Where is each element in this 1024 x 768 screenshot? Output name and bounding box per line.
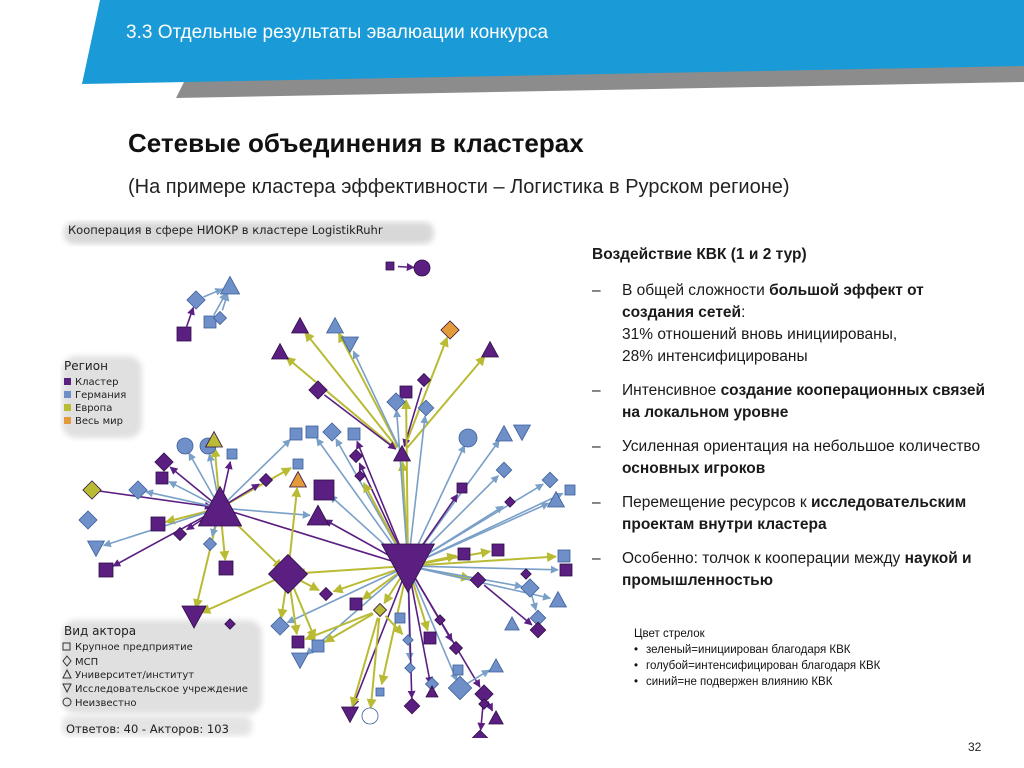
network-node xyxy=(376,688,384,696)
network-node xyxy=(470,572,486,588)
dash-bullet: – xyxy=(592,494,601,511)
dash-bullet: – xyxy=(592,282,601,299)
network-edge xyxy=(305,613,372,639)
network-edge xyxy=(352,618,378,707)
network-node xyxy=(187,291,205,309)
network-node xyxy=(272,344,289,359)
impact-item-networks xyxy=(592,280,992,368)
bullet-dot-icon: • xyxy=(634,644,639,656)
dash-bullet: – xyxy=(592,550,601,567)
legend-sme-label: МСП xyxy=(75,657,99,668)
dash-bullet: – xyxy=(592,382,601,399)
network-node xyxy=(323,423,341,441)
network-node xyxy=(220,276,239,294)
impact-bold: исследовательским проектам внутри кластера xyxy=(622,494,967,533)
bullet-dot-icon: • xyxy=(634,676,639,688)
legend-large-company-label: Крупное предприятие xyxy=(75,642,193,653)
network-node xyxy=(350,598,362,610)
network-node xyxy=(314,480,334,500)
legend-swatch-cluster xyxy=(64,378,71,385)
network-node xyxy=(450,642,463,655)
header-banner xyxy=(0,0,1024,100)
network-node xyxy=(156,472,168,484)
impact-text: Интенсивное xyxy=(622,382,721,399)
arrow-color-legend xyxy=(634,626,880,690)
network-node xyxy=(271,617,289,635)
page-title: Сетевые объединения в кластерах xyxy=(128,128,584,158)
network-edge xyxy=(411,573,457,680)
region-legend-title: Регион xyxy=(64,359,108,373)
diagram-title: Кооперация в сфере НИОКР в кластере LogistikRuhr xyxy=(68,223,383,237)
network-edge xyxy=(412,573,480,687)
impact-stat-initiated: 31% отношений вновь инициированы, xyxy=(622,326,898,343)
network-node xyxy=(362,708,378,724)
arrow-legend-item xyxy=(634,642,880,658)
impact-panel xyxy=(592,244,992,604)
network-node xyxy=(448,676,471,699)
network-node xyxy=(219,561,233,575)
network-node xyxy=(292,318,309,333)
network-node xyxy=(174,528,187,541)
network-node xyxy=(83,481,101,499)
network-edge xyxy=(398,266,414,267)
page-number: 32 xyxy=(968,740,982,754)
impact-item-local xyxy=(592,380,992,424)
network-node xyxy=(386,262,394,270)
network-node xyxy=(404,698,420,714)
impact-item-resources xyxy=(592,492,992,536)
impact-text: В общей сложности xyxy=(622,282,770,299)
impact-text: Перемещение ресурсов к xyxy=(622,494,811,511)
network-node xyxy=(403,635,413,645)
network-node xyxy=(424,632,436,644)
impact-item-players xyxy=(592,436,992,480)
legend-swatch-world xyxy=(64,417,71,424)
network-node xyxy=(482,342,499,357)
network-diagram xyxy=(60,218,590,738)
impact-bold: основных игроков xyxy=(622,460,766,477)
arrow-legend-item xyxy=(634,658,880,674)
network-node xyxy=(418,400,434,416)
network-node xyxy=(521,569,531,579)
network-node xyxy=(457,483,467,493)
impact-text: : xyxy=(741,304,746,321)
network-node xyxy=(293,459,303,469)
network-edge xyxy=(227,484,259,504)
network-edge xyxy=(296,567,400,574)
network-node xyxy=(177,438,193,454)
page-subtitle: (На примере кластера эффективности – Логистика в Рурском регионе) xyxy=(128,176,790,198)
network-edge xyxy=(353,573,405,706)
network-node xyxy=(348,428,360,440)
impact-text: Особенно: толчок к кооперации между xyxy=(622,550,905,567)
impact-bold: создание кооперационных связей на локальном уровне xyxy=(622,382,986,421)
impact-text: Усиленная ориентация на небольшое количество xyxy=(622,438,981,455)
network-node xyxy=(309,381,327,399)
network-node xyxy=(292,653,309,668)
legend-europe-label: Европа xyxy=(75,403,113,414)
network-svg xyxy=(60,218,590,738)
network-node xyxy=(441,321,459,339)
network-node xyxy=(558,550,570,562)
network-edge xyxy=(187,308,194,327)
network-node xyxy=(530,622,546,638)
network-node xyxy=(204,538,217,551)
legend-university-label: Университет/институт xyxy=(75,670,195,681)
network-node xyxy=(489,711,503,724)
arrow-legend-title: Цвет стрелок xyxy=(634,628,705,640)
network-node xyxy=(405,663,415,673)
legend-unknown-label: Неизвестно xyxy=(75,698,137,709)
network-node xyxy=(505,617,519,630)
legend-cluster-label: Кластер xyxy=(75,377,119,388)
network-node xyxy=(99,563,113,577)
network-node xyxy=(414,260,430,276)
slide-title: 3.3 Отдельные результаты эвалюации конкурса xyxy=(126,22,549,43)
network-node xyxy=(290,472,307,487)
impact-item-science xyxy=(592,548,992,592)
actor-legend-title: Вид актора xyxy=(64,624,137,638)
network-node xyxy=(435,615,445,625)
network-node xyxy=(496,462,512,478)
arrow-legend-green: зеленый=инициирован благодаря КВК xyxy=(646,644,851,656)
legend-swatch-germany xyxy=(64,391,71,398)
impact-stat-intensified: 28% интенсифицированы xyxy=(622,348,808,365)
network-node xyxy=(459,429,477,447)
network-edge xyxy=(289,488,297,566)
network-node xyxy=(320,588,333,601)
arrow-legend-blue: синий=не подвержен влиянию КВК xyxy=(646,676,833,688)
network-node xyxy=(79,511,97,529)
arrow-legend-lightblue: голубой=интенсифицирован благодаря КВК xyxy=(646,660,881,672)
network-node xyxy=(88,541,105,556)
network-node xyxy=(479,699,489,709)
impact-heading: Воздействие КВК (1 и 2 тур) xyxy=(592,246,807,263)
diagram-footer: Ответов: 40 - Акторов: 103 xyxy=(66,722,229,736)
network-node xyxy=(496,426,513,441)
network-node xyxy=(458,548,470,560)
network-node xyxy=(426,686,438,697)
network-node xyxy=(290,428,302,440)
dash-bullet: – xyxy=(592,438,601,455)
network-node xyxy=(177,327,191,341)
network-node xyxy=(306,426,318,438)
network-node xyxy=(227,449,237,459)
impact-bold: большой эффект от создания сетей xyxy=(622,282,924,321)
network-node xyxy=(560,564,572,576)
network-edge xyxy=(203,289,222,297)
network-node xyxy=(151,517,165,531)
network-node xyxy=(542,472,558,488)
network-edge xyxy=(291,581,315,638)
legend-germany-label: Германия xyxy=(75,390,127,401)
network-node xyxy=(550,592,567,607)
network-node xyxy=(342,707,359,722)
network-node xyxy=(472,730,488,738)
network-edge xyxy=(286,357,396,449)
network-edge xyxy=(416,566,558,570)
network-node xyxy=(292,636,304,648)
network-node xyxy=(492,544,504,556)
network-node xyxy=(514,425,531,440)
network-node xyxy=(312,640,324,652)
network-node xyxy=(327,318,344,333)
network-edge xyxy=(382,574,407,684)
arrow-legend-item xyxy=(634,674,880,690)
network-node xyxy=(400,386,412,398)
legend-research-label: Исследовательское учреждение xyxy=(75,684,248,695)
network-node xyxy=(307,505,329,525)
legend-swatch-europe xyxy=(64,404,71,411)
bullet-dot-icon: • xyxy=(634,660,639,672)
network-node xyxy=(453,665,463,675)
impact-bold: наукой и промышленностью xyxy=(622,550,972,589)
network-edge xyxy=(201,577,280,612)
network-node xyxy=(155,453,173,471)
legend-world-label: Весь мир xyxy=(75,416,123,427)
network-node xyxy=(565,485,575,495)
network-node xyxy=(489,659,503,672)
network-edge xyxy=(416,567,522,586)
network-node xyxy=(374,604,387,617)
network-node xyxy=(395,613,405,623)
